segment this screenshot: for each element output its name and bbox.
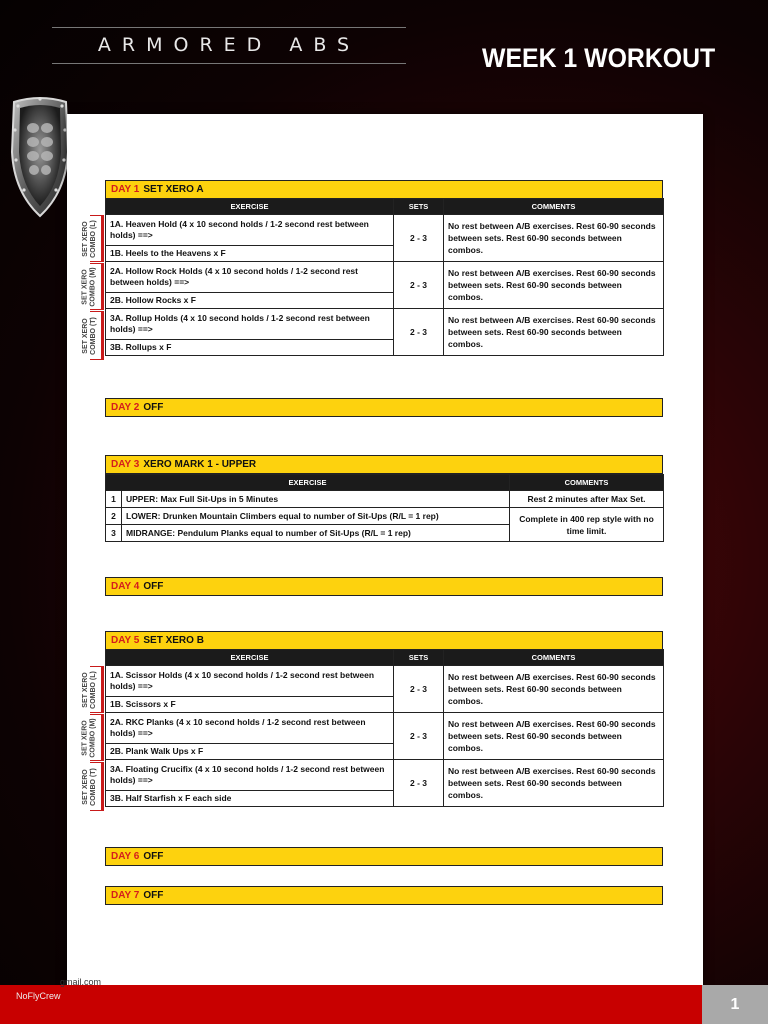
- combo-name: COMBO (T): [90, 316, 97, 355]
- day7-header: [105, 886, 663, 905]
- day4-header: [105, 577, 663, 596]
- day5-header: [105, 631, 663, 650]
- comments-col-header: COMMENTS: [444, 650, 664, 666]
- page-title: WEEK 1 WORKOUT: [482, 43, 716, 73]
- sets-cell: 2 - 3: [394, 760, 444, 807]
- day1-title: SET XERO A: [143, 184, 204, 195]
- day1-table: [105, 198, 664, 356]
- brand-rule-bottom: [52, 63, 406, 64]
- combo-name: COMBO (L): [90, 670, 97, 709]
- exercise-cell: MIDRANGE: Pendulum Planks equal to number of Sit-Ups (R/L = 1 rep): [122, 525, 510, 542]
- exercise-cell: 2A. Hollow Rock Holds (4 x 10 second holds / 1-2 second rest between holds) ==>: [106, 262, 394, 293]
- day2-title: OFF: [143, 402, 164, 413]
- combo-set-xero: SET XERO: [82, 671, 89, 708]
- exercise-cell: 3A. Rollup Holds (4 x 10 second holds / 1-2 second rest between holds) ==>: [106, 309, 394, 340]
- day3-label: DAY 3: [111, 459, 140, 470]
- combo-label-l: [76, 215, 104, 262]
- day2-label: DAY 2: [111, 402, 140, 413]
- footer-bar: [0, 985, 702, 1024]
- exercise-cell: 1B. Scissors x F: [106, 697, 394, 713]
- combo-set-xero: SET XERO: [82, 768, 89, 805]
- day6-title: OFF: [143, 851, 164, 862]
- watermark-user: NoFlyCrew: [16, 991, 61, 1001]
- day6-header: [105, 847, 663, 866]
- shield-abs-logo: [8, 90, 72, 220]
- combo-set-xero: SET XERO: [82, 220, 89, 257]
- day7-title: OFF: [143, 890, 164, 901]
- combo-label-m: [76, 714, 104, 761]
- day3-table: [105, 474, 664, 542]
- exercise-cell: 3B. Half Starfish x F each side: [106, 791, 394, 807]
- exercise-cell: 2B. Plank Walk Ups x F: [106, 744, 394, 760]
- day5-table: [105, 649, 664, 807]
- combo-label-m: [76, 263, 104, 310]
- exercise-cell: LOWER: Drunken Mountain Climbers equal to number of Sit-Ups (R/L = 1 rep): [122, 508, 510, 525]
- day1-header: [105, 180, 663, 199]
- day3-header: [105, 455, 663, 474]
- combo-name: COMBO (T): [90, 767, 97, 806]
- day5-label: DAY 5: [111, 635, 140, 646]
- combo-label-t: [76, 311, 104, 360]
- brand-rule-top: [52, 27, 406, 28]
- row-number: 3: [106, 525, 122, 542]
- combo-name: COMBO (L): [90, 219, 97, 258]
- sets-cell: 2 - 3: [394, 215, 444, 262]
- day7-label: DAY 7: [111, 890, 140, 901]
- combo-set-xero: SET XERO: [82, 268, 89, 305]
- day6-label: DAY 6: [111, 851, 140, 862]
- watermark-email: gmail.com: [60, 977, 102, 987]
- brand-name: ARMORED ABS: [97, 34, 361, 56]
- exercise-col-header: EXERCISE: [106, 650, 394, 666]
- comments-cell: No rest between A/B exercises. Rest 60-90 seconds between sets. Rest 60-90 seconds between combos.: [444, 309, 664, 356]
- combo-set-xero: SET XERO: [82, 719, 89, 756]
- comments-cell: Complete in 400 rep style with no time limit.: [510, 508, 664, 542]
- exercise-cell: 1A. Scissor Holds (4 x 10 second holds / 1-2 second rest between holds) ==>: [106, 666, 394, 697]
- exercise-cell: UPPER: Max Full Sit-Ups in 5 Minutes: [122, 491, 510, 508]
- sets-col-header: SETS: [394, 199, 444, 215]
- exercise-col-header: EXERCISE: [106, 475, 510, 491]
- day2-header: [105, 398, 663, 417]
- day5-title: SET XERO B: [143, 635, 204, 646]
- day4-label: DAY 4: [111, 581, 140, 592]
- sets-cell: 2 - 3: [394, 666, 444, 713]
- comments-col-header: COMMENTS: [444, 199, 664, 215]
- combo-name: COMBO (M): [90, 266, 97, 307]
- comments-cell: No rest between A/B exercises. Rest 60-90 seconds between sets. Rest 60-90 seconds between combos.: [444, 262, 664, 309]
- sets-cell: 2 - 3: [394, 713, 444, 760]
- comments-cell: No rest between A/B exercises. Rest 60-90 seconds between sets. Rest 60-90 seconds between combos.: [444, 713, 664, 760]
- row-number: 1: [106, 491, 122, 508]
- day4-title: OFF: [143, 581, 164, 592]
- combo-name: COMBO (M): [90, 717, 97, 758]
- comments-cell: No rest between A/B exercises. Rest 60-90 seconds between sets. Rest 60-90 seconds between combos.: [444, 215, 664, 262]
- comments-cell: Rest 2 minutes after Max Set.: [510, 491, 664, 508]
- exercise-col-header: EXERCISE: [106, 199, 394, 215]
- combo-label-t: [76, 762, 104, 811]
- row-number: 2: [106, 508, 122, 525]
- sets-col-header: SETS: [394, 650, 444, 666]
- exercise-cell: 1A. Heaven Hold (4 x 10 second holds / 1-2 second rest between holds) ==>: [106, 215, 394, 246]
- sets-cell: 2 - 3: [394, 262, 444, 309]
- sets-cell: 2 - 3: [394, 309, 444, 356]
- exercise-cell: 3B. Rollups x F: [106, 340, 394, 356]
- comments-cell: No rest between A/B exercises. Rest 60-90 seconds between sets. Rest 60-90 seconds between combos.: [444, 760, 664, 807]
- day1-label: DAY 1: [111, 184, 140, 195]
- exercise-cell: 2A. RKC Planks (4 x 10 second holds / 1-2 second rest between holds) ==>: [106, 713, 394, 744]
- combo-set-xero: SET XERO: [82, 317, 89, 354]
- comments-col-header: COMMENTS: [510, 475, 664, 491]
- exercise-cell: 1B. Heels to the Heavens x F: [106, 246, 394, 262]
- comments-cell: No rest between A/B exercises. Rest 60-90 seconds between sets. Rest 60-90 seconds between combos.: [444, 666, 664, 713]
- page-number: 1: [702, 985, 768, 1024]
- exercise-cell: 3A. Floating Crucifix (4 x 10 second holds / 1-2 second rest between holds) ==>: [106, 760, 394, 791]
- exercise-cell: 2B. Hollow Rocks x F: [106, 293, 394, 309]
- combo-label-l: [76, 666, 104, 713]
- day3-title: XERO MARK 1 - UPPER: [143, 459, 257, 470]
